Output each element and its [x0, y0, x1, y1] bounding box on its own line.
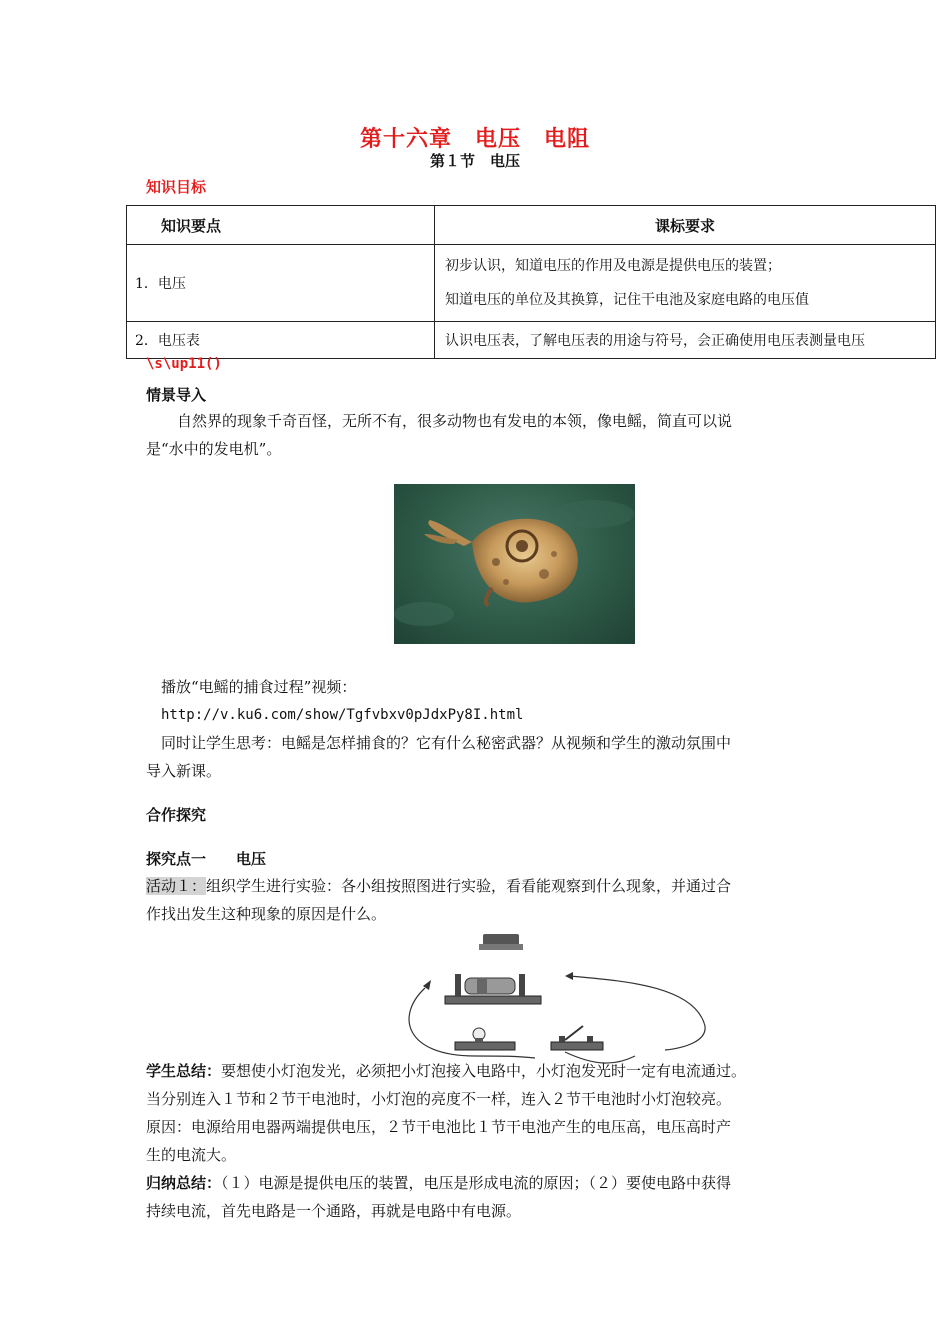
table-cell-requirement: 认识电压表，了解电压表的用途与符号，会正确使用电压表测量电压: [435, 322, 936, 359]
think-line: 同时让学生思考：电鳐是怎样捕食的？它有什么秘密武器？从视频和学生的激动氛围中: [161, 734, 732, 752]
induction-summary-label: 归纳总结：: [146, 1174, 222, 1192]
circuit-icon: [395, 926, 795, 1066]
induction-summary-line: [146, 1168, 731, 1198]
intro-paragraph-line: 自然界的现象千奇百怪，无所不有，很多动物也有发电的本领，像电鳐，简直可以说: [177, 412, 733, 430]
activity-line: 作找出发生这种现象的原因是什么。: [146, 905, 387, 923]
explore-point-heading: 探究点一 电压: [146, 850, 267, 868]
circuit-diagram: [395, 926, 795, 1066]
table-header-row: [127, 206, 936, 245]
cooperation-heading: 合作探究: [146, 806, 207, 824]
section-title: 第１节 电压: [429, 152, 520, 170]
table-row: [127, 322, 936, 359]
knowledge-goals-heading: 知识目标: [146, 178, 207, 196]
think-line: 导入新课。: [146, 762, 222, 780]
induction-summary-line: 持续电流，首先电路是一个通路，再就是电路中有电源。: [146, 1202, 522, 1220]
table-cell-requirement: [435, 245, 936, 322]
induction-summary-text: （１）电源是提供电压的装置，电压是形成电流的原因；（２）要使电路中获得: [221, 1174, 732, 1192]
activity-label: 活动１：: [146, 877, 207, 895]
student-summary-label: 学生总结：: [146, 1062, 222, 1080]
table-cell-point: 2．电压表: [127, 322, 435, 359]
video-line: 播放“电鳐的捕食过程”视频：: [161, 678, 357, 696]
activity-line: [146, 871, 731, 901]
student-summary-line: 生的电流大。: [146, 1146, 237, 1164]
intro-paragraph-line: 是“水中的发电机”。: [146, 440, 282, 458]
col-header-requirement: 课标要求: [435, 206, 936, 245]
student-summary-line: 原因：电源给用电器两端提供电压，２节干电池比１节干电池产生的电压高，电压高时产: [146, 1118, 732, 1136]
student-summary-text: 要想使小灯泡发光，必须把小灯泡接入电路中，小灯泡发光时一定有电流通过。: [221, 1062, 747, 1080]
electric-ray-photo: [394, 484, 635, 644]
video-url[interactable]: http://v.ku6.com/show/Tgfvbxv0pJdxPy8I.html: [161, 707, 524, 723]
col-header-point: 知识要点: [127, 206, 435, 245]
chapter-title: 第十六章 电压 电阻: [359, 127, 590, 152]
knowledge-goals-table: [126, 205, 936, 359]
student-summary-line: 当分别连入１节和２节干电池时，小灯泡的亮度不一样，连入２节干电池时小灯泡较亮。: [146, 1090, 732, 1108]
electric-ray-icon: [394, 484, 635, 644]
table-cell-point: 1．电压: [127, 245, 435, 322]
requirement-line: 知道电压的单位及其换算，记住干电池及家庭电路的电压值: [445, 292, 809, 308]
intro-heading: 情景导入: [146, 386, 207, 404]
requirement-line: 初步认识，知道电压的作用及电源是提供电压的装置；: [445, 258, 781, 274]
table-row: [127, 245, 936, 322]
activity-text: 组织学生进行实验：各小组按照图进行实验，看看能观察到什么现象，并通过合: [206, 877, 732, 895]
field-code: \s\up11(): [146, 356, 222, 372]
student-summary-line: [146, 1056, 746, 1086]
